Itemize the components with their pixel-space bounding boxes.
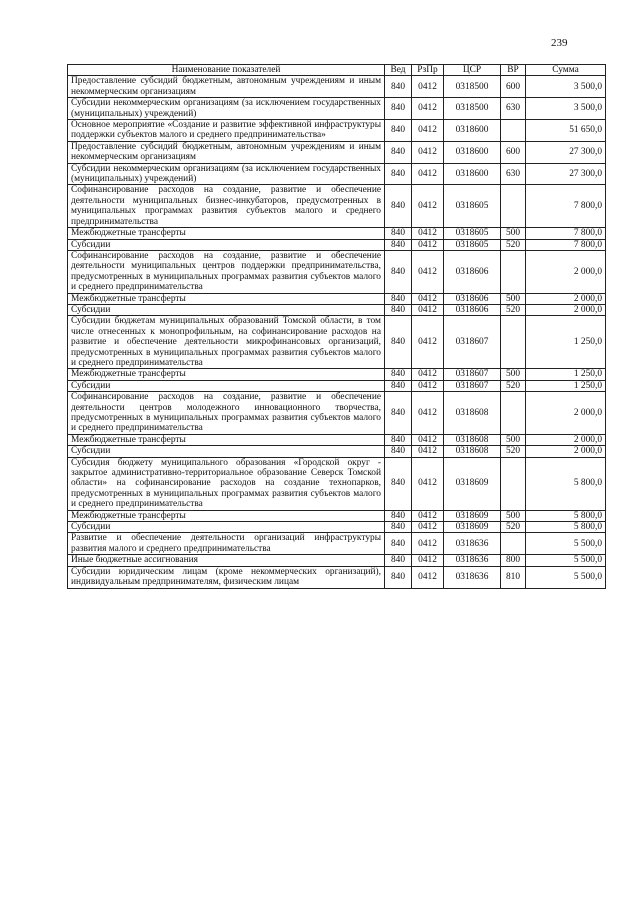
- table-row: [68, 380, 606, 391]
- cell-sum: 27 300,0: [526, 163, 606, 185]
- cell-rzpr: 0412: [412, 369, 444, 380]
- cell-rzpr: 0412: [412, 434, 444, 445]
- table-row: [68, 163, 606, 185]
- header-rzpr: РзПр: [412, 65, 444, 76]
- cell-vr: 600: [501, 76, 526, 98]
- cell-csr: 0318600: [444, 141, 501, 163]
- table-row: [68, 533, 606, 555]
- table-row: [68, 120, 606, 142]
- cell-csr: 0318636: [444, 533, 501, 555]
- cell-vr: [501, 533, 526, 555]
- cell-rzpr: 0412: [412, 316, 444, 369]
- cell-rzpr: 0412: [412, 533, 444, 555]
- cell-vr: 520: [501, 522, 526, 533]
- cell-name: Предоставление субсидий бюджетным, автономным учреждениям и иным некоммерческим организациям: [68, 141, 385, 163]
- cell-ved: 840: [385, 163, 412, 185]
- cell-vr: 500: [501, 434, 526, 445]
- cell-vr: [501, 120, 526, 142]
- cell-rzpr: 0412: [412, 555, 444, 566]
- table-row: [68, 185, 606, 228]
- cell-ved: 840: [385, 228, 412, 239]
- cell-csr: 0318606: [444, 293, 501, 304]
- cell-name: Межбюджетные трансферты: [68, 228, 385, 239]
- header-ved: Вед: [385, 65, 412, 76]
- cell-rzpr: 0412: [412, 293, 444, 304]
- cell-ved: 840: [385, 392, 412, 435]
- cell-rzpr: 0412: [412, 228, 444, 239]
- cell-rzpr: 0412: [412, 304, 444, 315]
- cell-csr: 0318606: [444, 304, 501, 315]
- table-row: [68, 293, 606, 304]
- table-row: [68, 98, 606, 120]
- cell-ved: 840: [385, 434, 412, 445]
- cell-csr: 0318636: [444, 566, 501, 588]
- cell-ved: 840: [385, 369, 412, 380]
- cell-vr: 500: [501, 510, 526, 521]
- cell-name: Субсидии некоммерческим организациям (за исключением государственных (муниципальных) учреждений): [68, 98, 385, 120]
- cell-rzpr: 0412: [412, 566, 444, 588]
- cell-sum: 1 250,0: [526, 369, 606, 380]
- table-body: [68, 76, 606, 588]
- cell-csr: 0318500: [444, 76, 501, 98]
- cell-ved: 840: [385, 98, 412, 120]
- cell-rzpr: 0412: [412, 76, 444, 98]
- cell-vr: 630: [501, 98, 526, 120]
- header-vr: ВР: [501, 65, 526, 76]
- cell-vr: 630: [501, 163, 526, 185]
- header-name: Наименование показателей: [68, 65, 385, 76]
- cell-sum: 7 800,0: [526, 185, 606, 228]
- table-row: [68, 250, 606, 293]
- cell-rzpr: 0412: [412, 380, 444, 391]
- cell-sum: 51 650,0: [526, 120, 606, 142]
- cell-rzpr: 0412: [412, 239, 444, 250]
- cell-sum: 2 000,0: [526, 392, 606, 435]
- page-number: 239: [551, 37, 568, 49]
- cell-vr: 810: [501, 566, 526, 588]
- cell-name: Субсидии: [68, 239, 385, 250]
- cell-csr: 0318607: [444, 316, 501, 369]
- table-row: [68, 228, 606, 239]
- cell-sum: 5 500,0: [526, 566, 606, 588]
- budget-table: [67, 64, 606, 589]
- header-csr: ЦСР: [444, 65, 501, 76]
- cell-vr: [501, 185, 526, 228]
- cell-vr: 500: [501, 228, 526, 239]
- cell-name: Субсидии: [68, 446, 385, 457]
- cell-name: Софинансирование расходов на создание, развитие и обеспечение деятельности муниципальных центров поддержки предпринимательства, предусмотренных в муниципальных программах развития субъектов малого и среднего предпринимательства: [68, 250, 385, 293]
- cell-sum: 5 500,0: [526, 533, 606, 555]
- cell-name: Софинансирование расходов на создание, развитие и обеспечение деятельности муниципальных бизнес-инкубаторов, предусмотренных в муниципальных программах развития субъектов малого и среднего предпринимательства: [68, 185, 385, 228]
- cell-name: Основное мероприятие «Создание и развитие эффективной инфраструктуры поддержки субъектов малого и среднего предпринимательства»: [68, 120, 385, 142]
- table-row: [68, 304, 606, 315]
- cell-name: Межбюджетные трансферты: [68, 293, 385, 304]
- table-row: [68, 76, 606, 98]
- cell-vr: [501, 250, 526, 293]
- cell-ved: 840: [385, 293, 412, 304]
- cell-name: Субсидии: [68, 304, 385, 315]
- cell-csr: 0318607: [444, 380, 501, 391]
- cell-sum: 2 000,0: [526, 434, 606, 445]
- cell-csr: 0318636: [444, 555, 501, 566]
- cell-rzpr: 0412: [412, 522, 444, 533]
- cell-ved: 840: [385, 555, 412, 566]
- cell-name: Субсидия бюджету муниципального образования «Городской округ - закрытое административно-территориальное образование Северск Томской области» на софинансирование расходов на создание технопарков, предусмотренных в муниципальных программах развития субъектов малого и среднего предпринимательства: [68, 457, 385, 510]
- cell-vr: 500: [501, 293, 526, 304]
- cell-ved: 840: [385, 510, 412, 521]
- cell-rzpr: 0412: [412, 98, 444, 120]
- cell-ved: 840: [385, 533, 412, 555]
- cell-csr: 0318600: [444, 163, 501, 185]
- cell-ved: 840: [385, 239, 412, 250]
- table-row: [68, 392, 606, 435]
- cell-ved: 840: [385, 76, 412, 98]
- cell-vr: [501, 457, 526, 510]
- cell-name: Субсидии юридическим лицам (кроме некоммерческих организаций), индивидуальным предпринимателям, физическим лицам: [68, 566, 385, 588]
- cell-ved: 840: [385, 566, 412, 588]
- cell-csr: 0318609: [444, 522, 501, 533]
- cell-rzpr: 0412: [412, 457, 444, 510]
- cell-csr: 0318605: [444, 185, 501, 228]
- cell-csr: 0318609: [444, 510, 501, 521]
- cell-rzpr: 0412: [412, 141, 444, 163]
- cell-vr: 520: [501, 304, 526, 315]
- table-row: [68, 434, 606, 445]
- cell-ved: 840: [385, 446, 412, 457]
- cell-csr: 0318500: [444, 98, 501, 120]
- cell-ved: 840: [385, 141, 412, 163]
- cell-vr: 600: [501, 141, 526, 163]
- cell-csr: 0318608: [444, 434, 501, 445]
- header-sum: Сумма: [526, 65, 606, 76]
- cell-vr: 500: [501, 369, 526, 380]
- cell-rzpr: 0412: [412, 510, 444, 521]
- cell-sum: 2 000,0: [526, 304, 606, 315]
- table-row: [68, 566, 606, 588]
- table-row: [68, 457, 606, 510]
- cell-sum: 7 800,0: [526, 228, 606, 239]
- cell-ved: 840: [385, 316, 412, 369]
- cell-name: Межбюджетные трансферты: [68, 434, 385, 445]
- cell-sum: 3 500,0: [526, 98, 606, 120]
- cell-csr: 0318605: [444, 239, 501, 250]
- cell-csr: 0318609: [444, 457, 501, 510]
- cell-name: Софинансирование расходов на создание, развитие и обеспечение деятельности центров молодежного инновационного творчества, предусмотренных в муниципальных программах развития субъектов малого и среднего предпринимательства: [68, 392, 385, 435]
- cell-rzpr: 0412: [412, 392, 444, 435]
- cell-name: Иные бюджетные ассигнования: [68, 555, 385, 566]
- cell-vr: [501, 316, 526, 369]
- cell-ved: 840: [385, 185, 412, 228]
- cell-vr: 520: [501, 446, 526, 457]
- cell-sum: 2 000,0: [526, 446, 606, 457]
- cell-csr: 0318600: [444, 120, 501, 142]
- cell-ved: 840: [385, 120, 412, 142]
- cell-sum: 7 800,0: [526, 239, 606, 250]
- cell-sum: 5 800,0: [526, 510, 606, 521]
- cell-sum: 2 000,0: [526, 250, 606, 293]
- cell-rzpr: 0412: [412, 446, 444, 457]
- cell-name: Предоставление субсидий бюджетным, автономным учреждениям и иным некоммерческим организациям: [68, 76, 385, 98]
- cell-rzpr: 0412: [412, 185, 444, 228]
- cell-sum: 27 300,0: [526, 141, 606, 163]
- cell-name: Межбюджетные трансферты: [68, 510, 385, 521]
- cell-name: Субсидии некоммерческим организациям (за исключением государственных (муниципальных) учреждений): [68, 163, 385, 185]
- cell-csr: 0318608: [444, 392, 501, 435]
- cell-vr: 520: [501, 380, 526, 391]
- cell-csr: 0318605: [444, 228, 501, 239]
- cell-sum: 1 250,0: [526, 316, 606, 369]
- cell-sum: 3 500,0: [526, 76, 606, 98]
- table-row: [68, 239, 606, 250]
- table-row: [68, 446, 606, 457]
- cell-name: Развитие и обеспечение деятельности организаций инфраструктуры развития малого и среднего предпринимательства: [68, 533, 385, 555]
- cell-ved: 840: [385, 250, 412, 293]
- cell-sum: 2 000,0: [526, 293, 606, 304]
- cell-sum: 5 800,0: [526, 522, 606, 533]
- table-row: [68, 522, 606, 533]
- table-header-row: [68, 65, 606, 76]
- cell-name: Субсидии бюджетам муниципальных образований Томской области, в том числе отнесенных к монопрофильным, на софинансирование расходов на развитие и обеспечение деятельности микрофинансовых организаций, предусмотренных в муниципальных программах развития субъектов малого и среднего предпринимательства: [68, 316, 385, 369]
- table-row: [68, 141, 606, 163]
- cell-rzpr: 0412: [412, 163, 444, 185]
- cell-vr: 520: [501, 239, 526, 250]
- cell-sum: 1 250,0: [526, 380, 606, 391]
- cell-name: Субсидии: [68, 380, 385, 391]
- cell-rzpr: 0412: [412, 120, 444, 142]
- table-row: [68, 369, 606, 380]
- cell-name: Субсидии: [68, 522, 385, 533]
- cell-vr: 800: [501, 555, 526, 566]
- cell-rzpr: 0412: [412, 250, 444, 293]
- table-row: [68, 555, 606, 566]
- table-row: [68, 316, 606, 369]
- cell-ved: 840: [385, 304, 412, 315]
- cell-ved: 840: [385, 380, 412, 391]
- cell-ved: 840: [385, 522, 412, 533]
- cell-csr: 0318608: [444, 446, 501, 457]
- cell-vr: [501, 392, 526, 435]
- cell-ved: 840: [385, 457, 412, 510]
- cell-name: Межбюджетные трансферты: [68, 369, 385, 380]
- cell-sum: 5 500,0: [526, 555, 606, 566]
- table-row: [68, 510, 606, 521]
- cell-csr: 0318606: [444, 250, 501, 293]
- cell-csr: 0318607: [444, 369, 501, 380]
- cell-sum: 5 800,0: [526, 457, 606, 510]
